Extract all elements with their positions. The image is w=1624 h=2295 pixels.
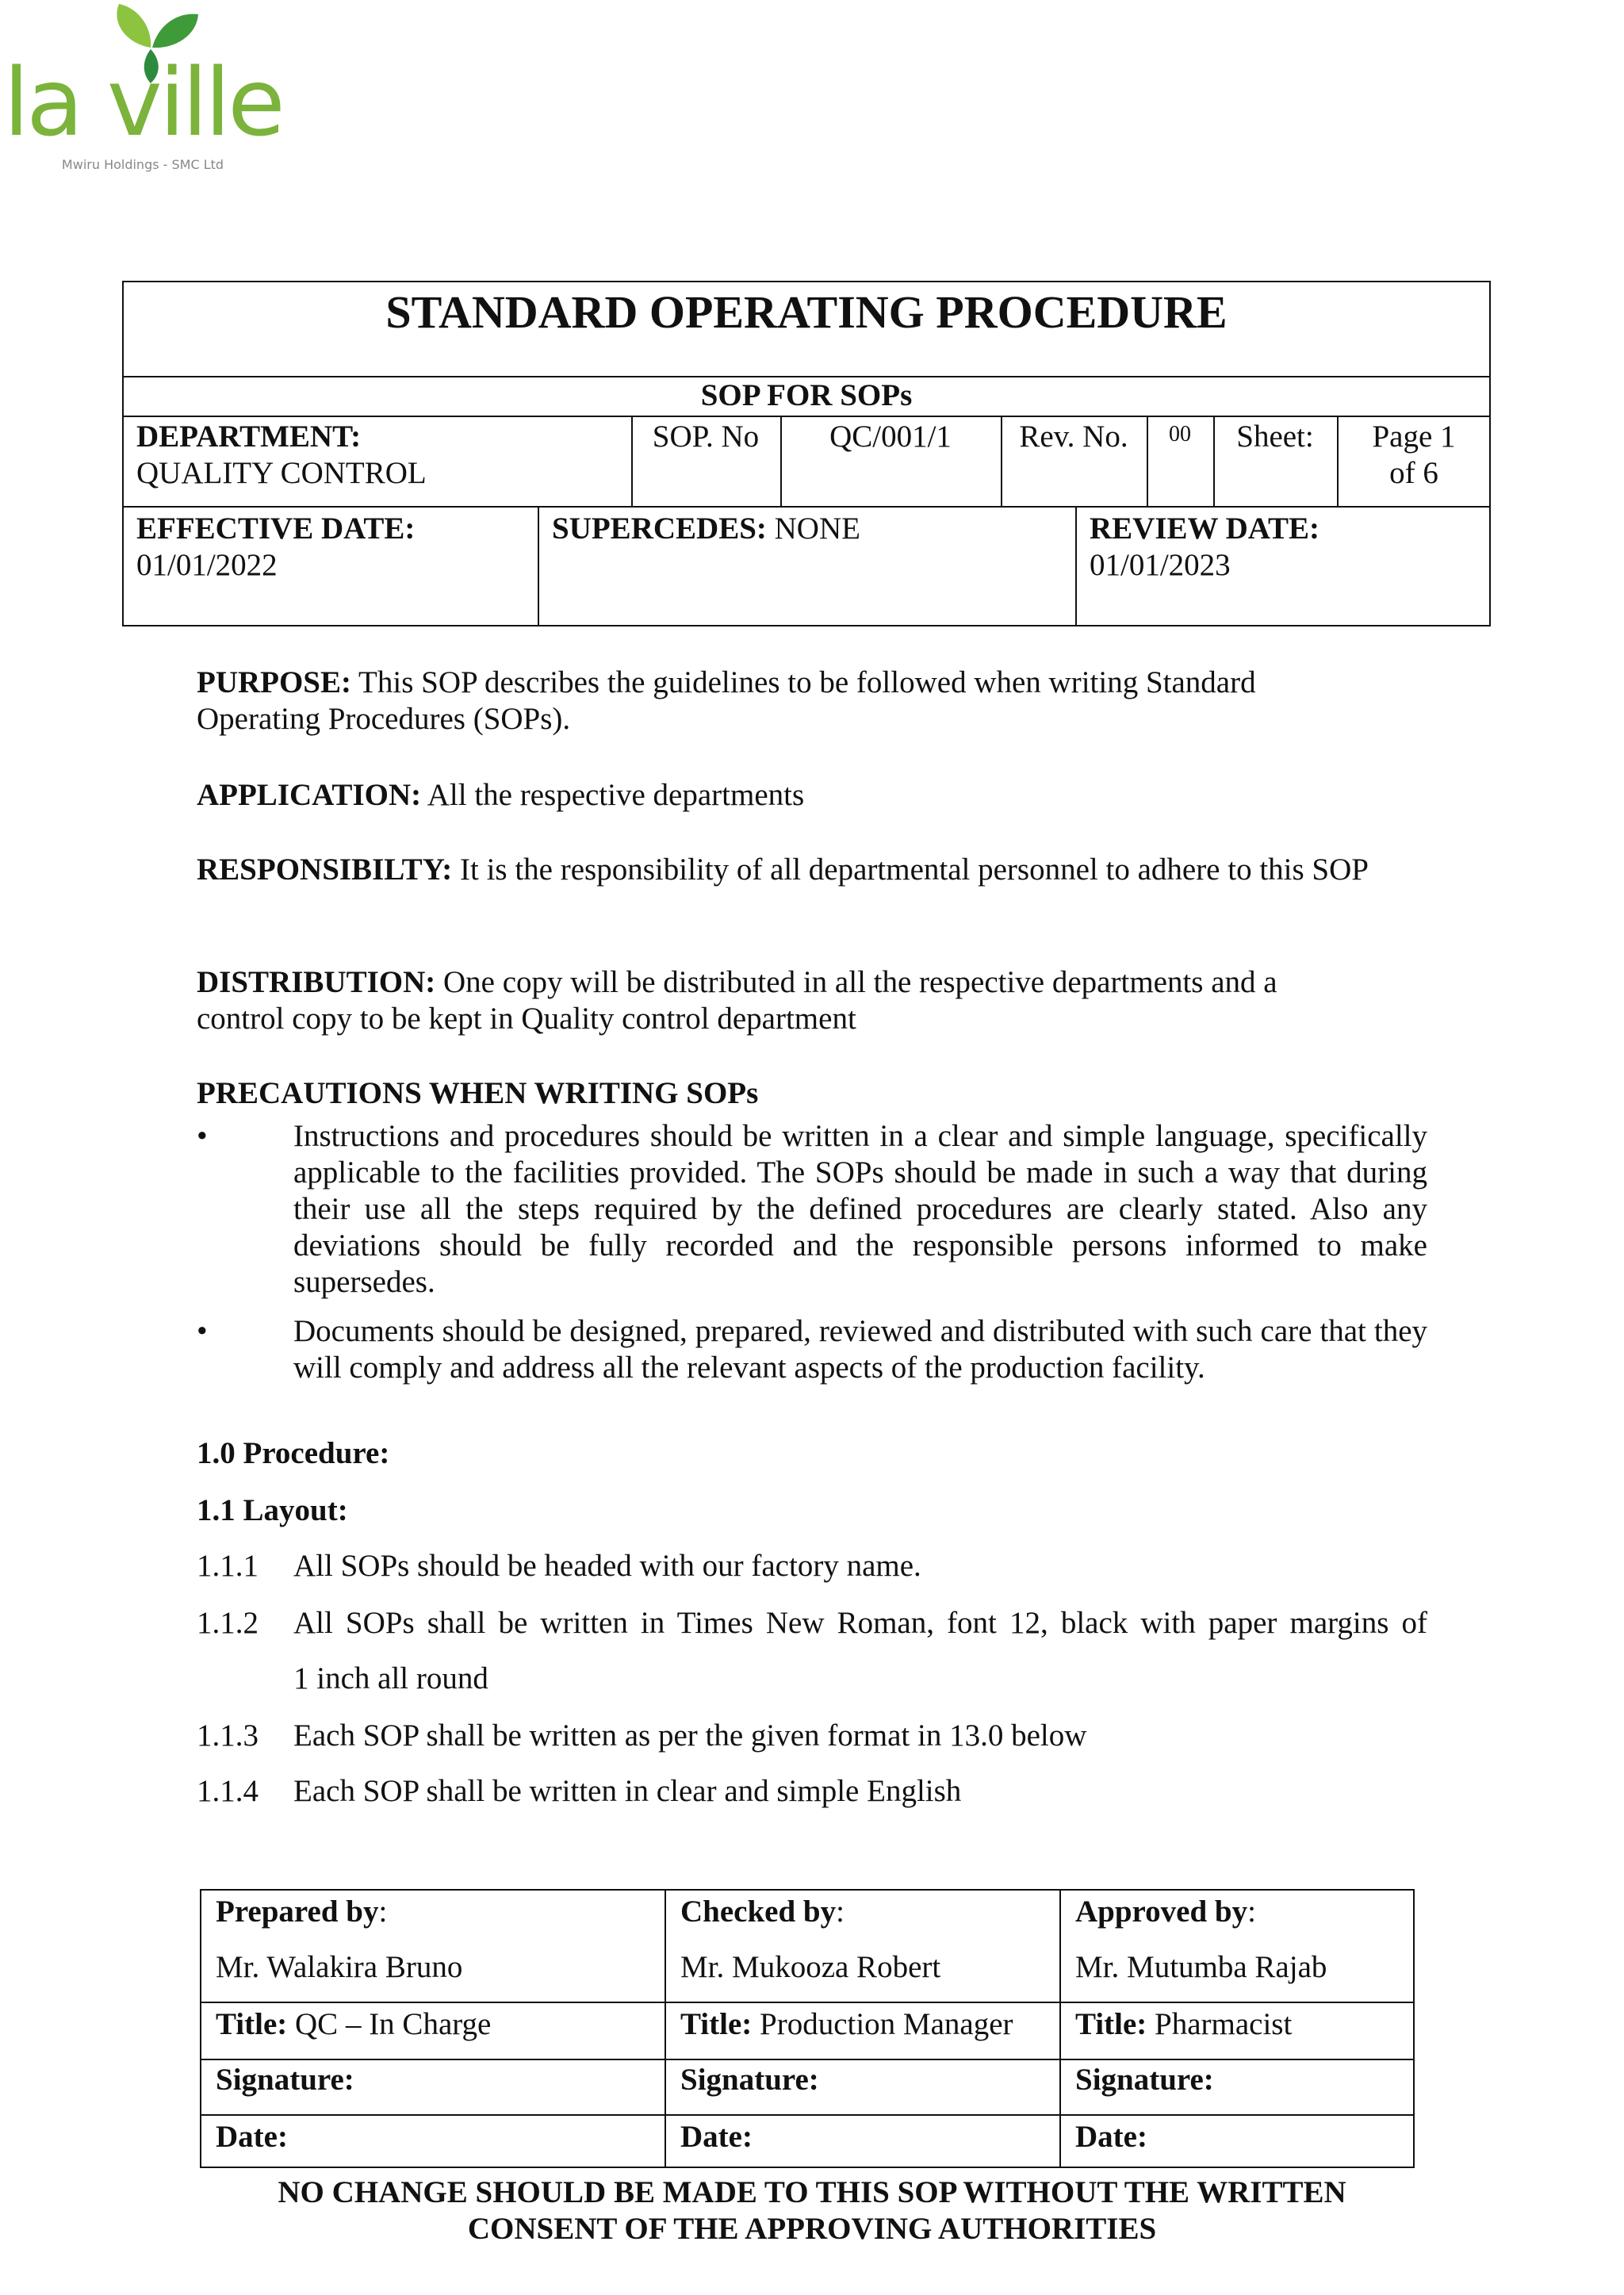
approved-by-name: Mr. Mutumba Rajab [1075, 1950, 1327, 1984]
logo-tagline: Mwiru Holdings - SMC Ltd [61, 157, 224, 172]
precaution-item: Documents should be designed, prepared, reviewed and distributed with such care that they will comply and address all the relevant aspects of the production facility. [293, 1314, 1427, 1385]
supercedes-label: SUPERCEDES: [552, 511, 767, 546]
review-date-cell [1075, 508, 1491, 587]
rev-no-value: 00 [1169, 422, 1191, 446]
prepared-by-name: Mr. Walakira Bruno [216, 1950, 463, 1984]
responsibility-text: It is the responsibility of all departmental personnel to adhere to this SOP [460, 852, 1369, 887]
logo-wordmark: la ville [3, 48, 282, 157]
review-date-value: 01/01/2023 [1090, 548, 1231, 582]
rev-no-label: Rev. No. [1019, 420, 1128, 454]
layout-item-text: All SOPs should be headed with our factory name. [293, 1549, 921, 1583]
sheet-value [1337, 416, 1491, 495]
responsibility-paragraph [197, 852, 1378, 888]
layout-item-number: 1.1.2 [197, 1606, 259, 1640]
effective-date-label: EFFECTIVE DATE: [136, 511, 416, 546]
application-label: APPLICATION: [197, 778, 422, 812]
distribution-label: DISTRIBUTION: [197, 965, 436, 999]
prepared-signature-label: Signature: [216, 2063, 354, 2097]
prepared-by-label: Prepared by: [216, 1895, 388, 1929]
supercedes-cell [538, 508, 1075, 550]
approved-date-label: Date: [1075, 2120, 1147, 2154]
checked-date-label: Date: [680, 2120, 753, 2154]
precaution-item: Instructions and procedures should be written in a clear and simple language, specifically applicable to the facilities provided. The SOPs should be made in such a way that during their use all the steps required by the defined procedures are clearly stated. Also any deviations should be fully recorded and the responsible persons informed to make supersedes. [293, 1119, 1427, 1299]
precautions-heading: PRECAUTIONS WHEN WRITING SOPs [197, 1076, 759, 1110]
layout-item-text: Each SOP shall be written in clear and simple English [293, 1774, 962, 1808]
layout-item-number: 1.1.4 [197, 1774, 259, 1808]
distribution-paragraph [197, 964, 1354, 1037]
sop-no-label: SOP. No [652, 420, 760, 454]
review-date-label: REVIEW DATE: [1090, 511, 1320, 546]
sop-subtitle: SOP FOR SOPs [700, 378, 913, 412]
prepared-date-label: Date: [216, 2120, 288, 2154]
bullet-marker: • [197, 1119, 208, 1153]
purpose-text: This SOP describes the guidelines to be followed when writing Standard Operating Procedures (SOPs). [197, 665, 1256, 736]
approved-by-label: Approved by: [1075, 1895, 1256, 1929]
department-cell [122, 416, 631, 495]
effective-date-value: 01/01/2022 [136, 548, 278, 582]
supercedes-value: NONE [774, 511, 860, 546]
department-value: QUALITY CONTROL [136, 456, 427, 490]
checked-by-label: Checked by: [680, 1895, 845, 1929]
application-paragraph [197, 777, 1426, 814]
distribution-text: One copy will be distributed in all the respective departments and a control copy to be kept in Quality control department [197, 965, 1277, 1036]
sheet-page-total: of 6 [1389, 456, 1438, 490]
approved-by-title: Title: Pharmacist [1075, 2007, 1293, 2041]
application-text: All the respective departments [427, 778, 805, 812]
checked-by-name: Mr. Mukooza Robert [680, 1950, 941, 1984]
sop-no-value: QC/001/1 [829, 420, 952, 454]
layout-item-continuation: 1 inch all round [293, 1661, 488, 1695]
approved-signature-label: Signature: [1075, 2063, 1214, 2097]
purpose-paragraph [197, 665, 1323, 738]
sheet-label: Sheet: [1236, 420, 1314, 454]
company-logo [0, 0, 285, 182]
purpose-label: PURPOSE: [197, 665, 351, 699]
responsibility-label: RESPONSIBILTY: [197, 852, 453, 887]
checked-by-title: Title: Production Manager [680, 2007, 1013, 2041]
footer-notice-line2: CONSENT OF THE APPROVING AUTHORITIES [467, 2212, 1157, 2246]
layout-item-number: 1.1.1 [197, 1549, 259, 1583]
prepared-by-title: Title: QC – In Charge [216, 2007, 492, 2041]
layout-heading: 1.1 Layout: [197, 1493, 348, 1527]
sheet-page-number: Page 1 [1372, 420, 1456, 454]
footer-notice-line1: NO CHANGE SHOULD BE MADE TO THIS SOP WITHOUT THE WRITTEN [278, 2175, 1346, 2209]
layout-item-number: 1.1.3 [197, 1718, 259, 1753]
document-title: STANDARD OPERATING PROCEDURE [385, 286, 1228, 338]
procedure-heading: 1.0 Procedure: [197, 1436, 390, 1470]
layout-item-text: Each SOP shall be written as per the given format in 13.0 below [293, 1718, 1087, 1753]
bullet-marker: • [197, 1314, 208, 1348]
effective-date-cell [122, 508, 538, 587]
checked-signature-label: Signature: [680, 2063, 819, 2097]
department-label: DEPARTMENT: [136, 420, 362, 454]
layout-item-text: All SOPs shall be written in Times New Roman, font 12, black with paper margins of [293, 1606, 1427, 1640]
